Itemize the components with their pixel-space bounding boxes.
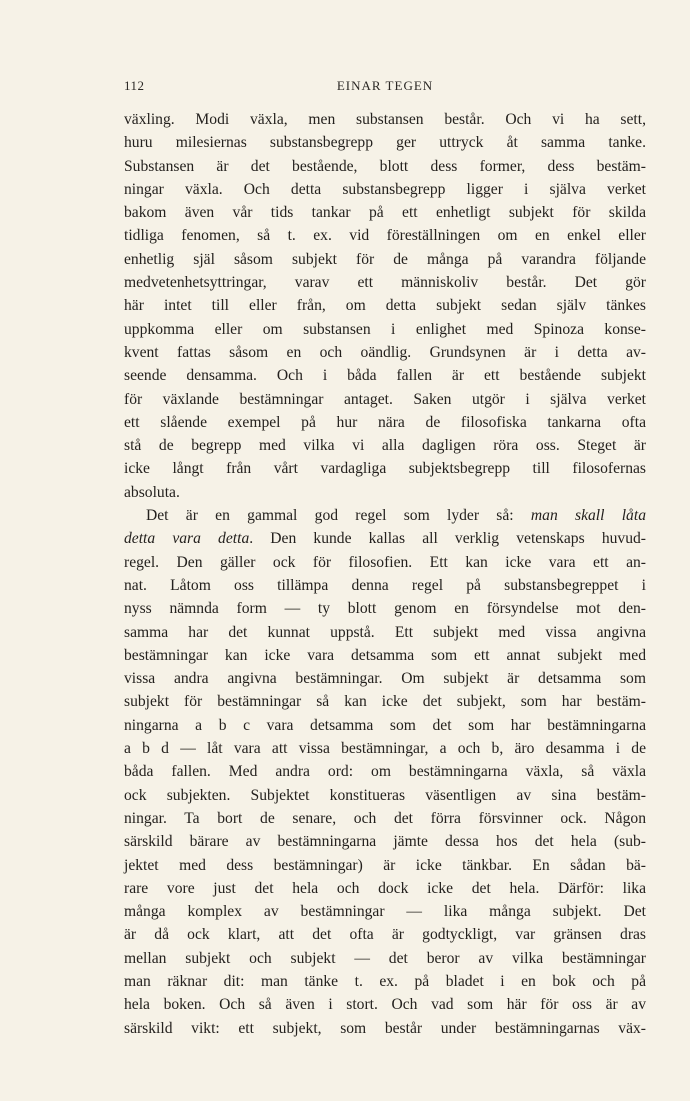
text-line: är då ock klart, att det ofta är godtyckligt, var gränsen dras xyxy=(124,926,646,944)
text-line: för växlande bestämningar antaget. Saken utgör i själva verket xyxy=(124,390,646,408)
text-line: a b d — låt vara att vissa bestämningar, a och b, äro desamma i de xyxy=(124,740,646,758)
text-line: hela boken. Och så även i stort. Och vad som här för oss är av xyxy=(124,996,646,1014)
running-title: EINAR TEGEN xyxy=(336,78,434,93)
text-line: medvetenhetsyttringar, varav ett människoliv består. Det gör xyxy=(124,274,646,292)
running-head xyxy=(124,78,646,98)
text-line: stå de begrepp med vilka vi alla dagligen röra oss. Steget är xyxy=(124,437,646,455)
text-line xyxy=(124,527,646,550)
text-line: Substansen är det bestående, blott dess former, dess bestäm- xyxy=(124,157,646,175)
text-line: nyss nämnda form — ty blott genom en försyndelse mot den- xyxy=(124,600,646,618)
text-line: ett slående exempel på hur nära de filosofiska tankarna ofta xyxy=(124,413,646,431)
text-line: bestämningar kan icke vara detsamma som ett annat subjekt med xyxy=(124,646,646,664)
text-line: man räknar dit: man tänke t. ex. på bladet i en bok och på xyxy=(124,972,646,990)
text-line: ningarna a b c vara detsamma som det som har bestämningarna xyxy=(124,716,646,734)
page-number: 112 xyxy=(124,78,145,93)
text-line: vissa andra angivna bestämningar. Om subjekt är detsamma som xyxy=(124,670,646,688)
text-line: enhetlig själ såsom subjekt för de många på varandra följande xyxy=(124,250,646,268)
text-line: samma har det kunnat uppstå. Ett subjekt med vissa angivna xyxy=(124,623,646,641)
text-line: ningar. Ta bort de senare, och det förra försvinner ock. Någon xyxy=(124,809,646,827)
text-line: båda fallen. Med andra ord: om bestämningarna växla, så växla xyxy=(124,763,646,781)
text-line: mellan subjekt och subjekt — det beror av vilka bestämningar xyxy=(124,949,646,967)
text-line: många komplex av bestämningar — lika många subjekt. Det xyxy=(124,903,646,921)
text-segment: Det är en gammal god regel som lyder så: xyxy=(146,507,531,525)
body-text xyxy=(124,108,646,1040)
italic-segment: detta vara detta xyxy=(124,530,250,548)
text-line: ock subjekten. Subjektet konstitueras väsentligen av sina bestäm- xyxy=(124,786,646,804)
italic-segment: man skall låta xyxy=(530,507,646,525)
text-line: jektet med dess bestämningar) är icke tänkbar. En sådan bä- xyxy=(124,856,646,874)
text-line: icke långt från vårt vardagliga subjektsbegrepp till filosofernas xyxy=(124,460,646,478)
text-line xyxy=(124,504,646,527)
text-line: särskild vikt: ett subjekt, som består under bestämningarnas väx- xyxy=(124,1019,646,1037)
text-line: kvent fattas såsom en och oändlig. Grundsynen är i detta av- xyxy=(124,343,646,361)
text-line: huru milesiernas substansbegrepp ger uttryck åt samma tanke. xyxy=(124,134,646,152)
text-line: ningar växla. Och detta substansbegrepp ligger i själva verket xyxy=(124,180,646,198)
text-line: växling. Modi växla, men substansen består. Och vi ha sett, xyxy=(124,111,646,128)
text-line: särskild bärare av bestämningarna jämte dessa hos det hela (sub- xyxy=(124,833,646,851)
text-line: bakom även vår tids tankar på ett enhetligt subjekt för skilda xyxy=(124,204,646,222)
text-line: absoluta. xyxy=(124,483,180,501)
text-line: regel. Den gäller ock för filosofien. Ett kan icke vara ett an- xyxy=(124,553,646,571)
text-line: subjekt för bestämningar så kan icke det subjekt, som har bestäm- xyxy=(124,693,646,711)
text-segment: . Den kunde kallas all verklig vetenskaps huvud- xyxy=(249,530,646,548)
text-line: här intet till eller från, om detta subjekt sedan själv tänkes xyxy=(124,297,646,315)
text-line: nat. Låtom oss tillämpa denna regel på substansbegreppet i xyxy=(124,576,646,594)
text-line: seende densamma. Och i båda fallen är ett bestående subjekt xyxy=(124,367,646,385)
text-line: rare vore just det hela och dock icke det hela. Därför: lika xyxy=(124,879,646,897)
text-line: uppkomma eller om substansen i enlighet med Spinoza konse- xyxy=(124,320,646,338)
text-line: tidliga fenomen, så t. ex. vid föreställningen om en enkel eller xyxy=(124,227,646,245)
